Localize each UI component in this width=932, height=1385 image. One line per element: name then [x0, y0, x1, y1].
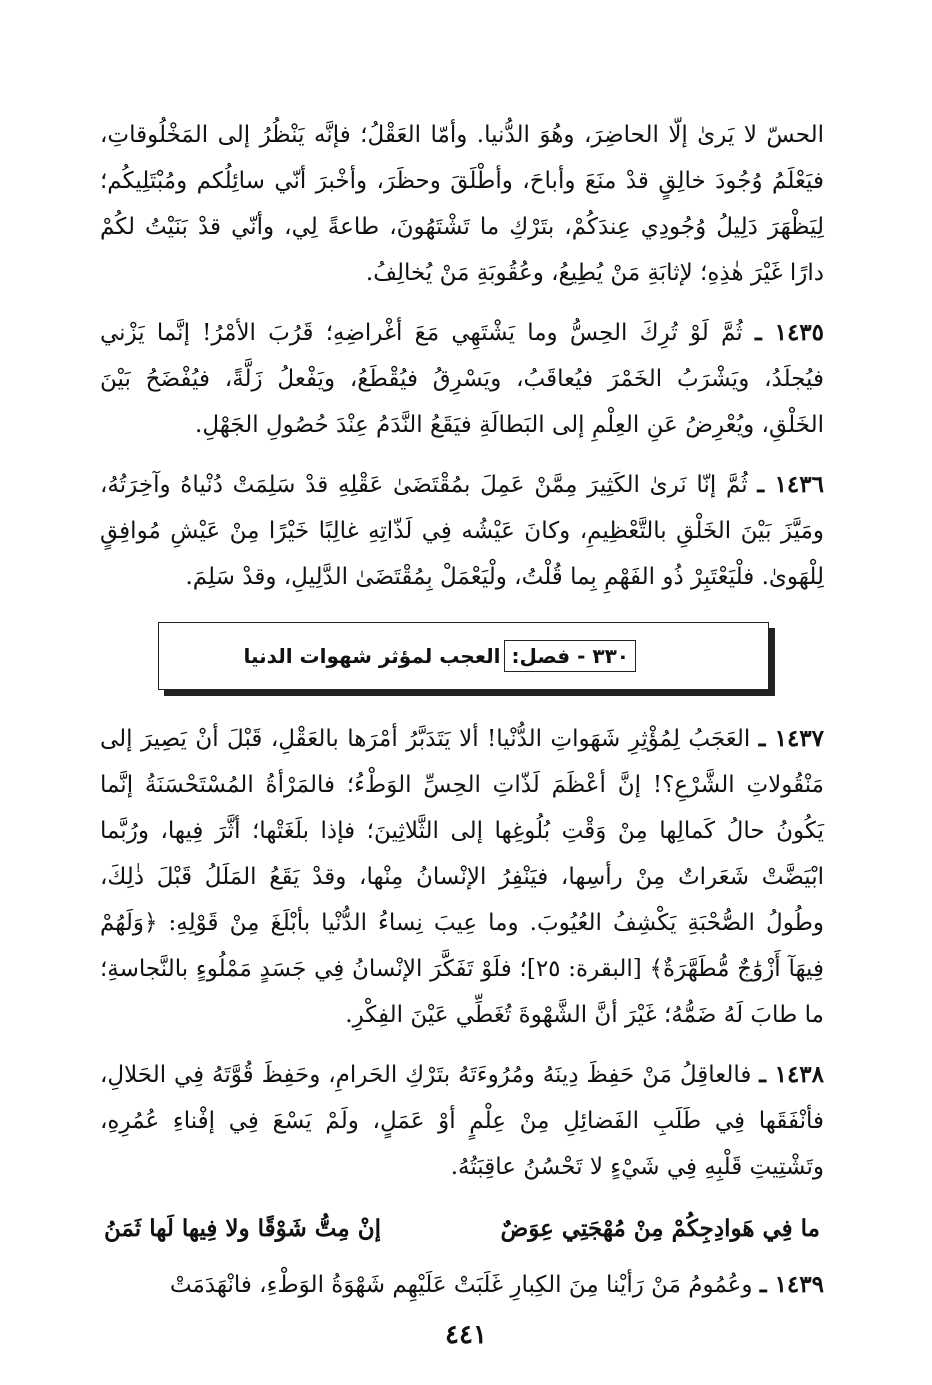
paragraph-text: فالعاقِلُ مَنْ حَفِظَ دِينَهُ ومُرُوءَتَهُ بتَرْكِ الحَرامِ، وحَفِظَ قُوَّتَهُ فِي الحَلالِ، فأنْفَقَها فِي طَلَبِ الفَضائِلِ مِنْ عِلْمٍ أوْ عَمَلٍ، ولَمْ يَسْعَ فِي إفْناءِ عُمُرِهِ، وتَشْتِيتِ قَلْبِهِ فِي شَيْءٍ لا تَحْسُنُ عاقِبَتُهُ. [100, 1062, 824, 1180]
paragraph-1438 [100, 1052, 824, 1190]
paragraph-text: العَجَبُ لِمُؤْثِرِ شَهَواتِ الدُّنْيا! ألا يَتَدَبَّرُ أمْرَها بالعَقْلِ، قَبْلَ أنْ يَصِيرَ إلى مَنْقُولاتِ الشَّرْعِ؟! إنَّ أعْظَمَ لَذّاتِ الحِسِّ الوَطْءُ؛ فالمَرْأةُ المُسْتَحْسَنَةُ إنَّما يَكُونُ حالُ كَمالِها مِنْ وَقْتِ بُلُوغِها إلى الثَّلاثِينَ؛ فإذا بلَغَتْها؛ أثَّرَ فِيها، ورُبَّما ابْيَضَّتْ شَعَراتٌ مِنْ رأسِها، فيَنْفِرُ الإنْسانُ مِنْها، وقدْ يَقَعُ المَلَلُ قَبْلَ ذٰلِكَ، وطُولُ الصُّحْبَةِ يَكْشِفُ العُيُوبَ. وما عِيبَ نِساءُ الدُّنْيا بأبْلَغَ مِنْ قَوْلِهِ: ﴿وَلَهُمْ فِيهَآ أَزْوَٰجٌ مُّطَهَّرَةٌ﴾ [البقرة: ٢٥]؛ فلَوْ تَفَكَّرَ الإنْسانُ فِي جَسَدٍ مَمْلُوءٍ بالنَّجاسةِ؛ ما طابَ لَهُ ضَمُّهُ؛ غَيْرَ أنَّ الشَّهْوةَ تُغَطِّي عَيْنَ الفِكْرِ. [100, 726, 824, 1028]
paragraph-number: ١٤٣٦ ـ [757, 471, 824, 498]
verse-first-hemistich: ما فِي هَوادِجِكُمْ مِنْ مُهْجَتِي عِوَضٌ [500, 1215, 820, 1242]
section-heading-box [158, 622, 769, 690]
section-number-label: ٣٣٠ - فصل: [504, 640, 636, 672]
paragraph-number: ١٤٣٩ ـ [759, 1271, 824, 1298]
section-title: العجب لمؤثر شهوات الدنيا [243, 644, 501, 668]
paragraph-text: ثُمَّ لَوْ تُرِكَ الحِسُّ وما يَشْتَهِي مَعَ أغْراضِهِ؛ قَرُبَ الأمْرُ! إنَّما يَزْني فيُجلَدُ، ويَشْرَبُ الخَمْرَ فيُعاقَبُ، ويَسْرِقُ فيُقْطَعُ، ويَفْعلُ زَلَّةً، فيُفْضَحُ بَيْنَ الخَلْقِ، ويُعْرِضُ عَنِ العِلْمِ إلى البَطالَةِ فيَقَعُ النَّدَمُ عِنْدَ حُصُولِ الجَهْلِ. [100, 320, 824, 438]
section-heading [243, 640, 636, 672]
paragraph-1436 [100, 462, 824, 600]
paragraph-text: وعُمُومُ مَنْ رَأيْنا مِنَ الكِبارِ غَلَبَتْ عَلَيْهِم شَهْوَةُ الوَطْءِ، فانْهَدَمَتْ [169, 1272, 753, 1298]
paragraph-number: ١٤٣٥ ـ [754, 319, 825, 346]
paragraph-number: ١٤٣٧ ـ [758, 725, 825, 752]
page-number: ٤٤١ [445, 1320, 487, 1350]
verse-second-hemistich: إنْ مِتُّ شَوْقًا ولا فِيها لَها ثَمَنُ [104, 1215, 381, 1242]
paragraph-number: ١٤٣٨ ـ [759, 1061, 825, 1088]
paragraph-text: ثُمَّ إنّا نَرىٰ الكَثِيرَ مِمَّنْ عَمِلَ بمُقْتَضَىٰ عَقْلِهِ قدْ سَلِمَتْ دُنْياهُ وآخِرَتُهُ، ومَيَّزَ بَيْنَ الخَلْقِ بالتَّعْظِيمِ، وكانَ عَيْشُه فِي لَذّاتِهِ غالِبًا خَيْرًا مِنْ عَيْشِ مُوافِقٍ لِلْهَوىٰ. فلْيَعْتَبِرْ ذُو الفَهْمِ بِما قُلْتُ، ولْيَعْمَلْ بِمُقْتَضَىٰ الدَّلِيلِ، وقدْ سَلِمَ. [100, 472, 824, 590]
paragraph-1435 [100, 310, 824, 448]
paragraph-1439 [100, 1262, 824, 1308]
paragraph-text: الحسّ لا يَرىٰ إلّا الحاضِرَ، وهُوَ الدُّنيا. وأمّا العَقْلُ؛ فإنَّه يَنْظُرُ إلى المَخْلُوقاتِ، فيَعْلَمُ وُجُودَ خالِقٍ قدْ منَعَ وأباحَ، وأطْلَقَ وحظَرَ، وأخْبرَ أنّي سائِلُكم ومُبْتَلِيكُم؛ لِيَظْهَرَ دَلِيلُ وُجُودِي عِندَكُمْ، بتَرْكِ ما تَشْتَهُونَ، طاعةً لِي، وأنّي قدْ بَنَيْتُ لكُمْ دارًا غَيْرَ هٰذِهِ؛ لإثابَةِ مَنْ يُطِيعُ، وعُقُوبَةِ مَنْ يُخالِفُ. [100, 122, 824, 286]
paragraph-intro [100, 112, 824, 296]
paragraph-1437 [100, 716, 824, 1038]
poetry-verse [104, 1204, 820, 1254]
